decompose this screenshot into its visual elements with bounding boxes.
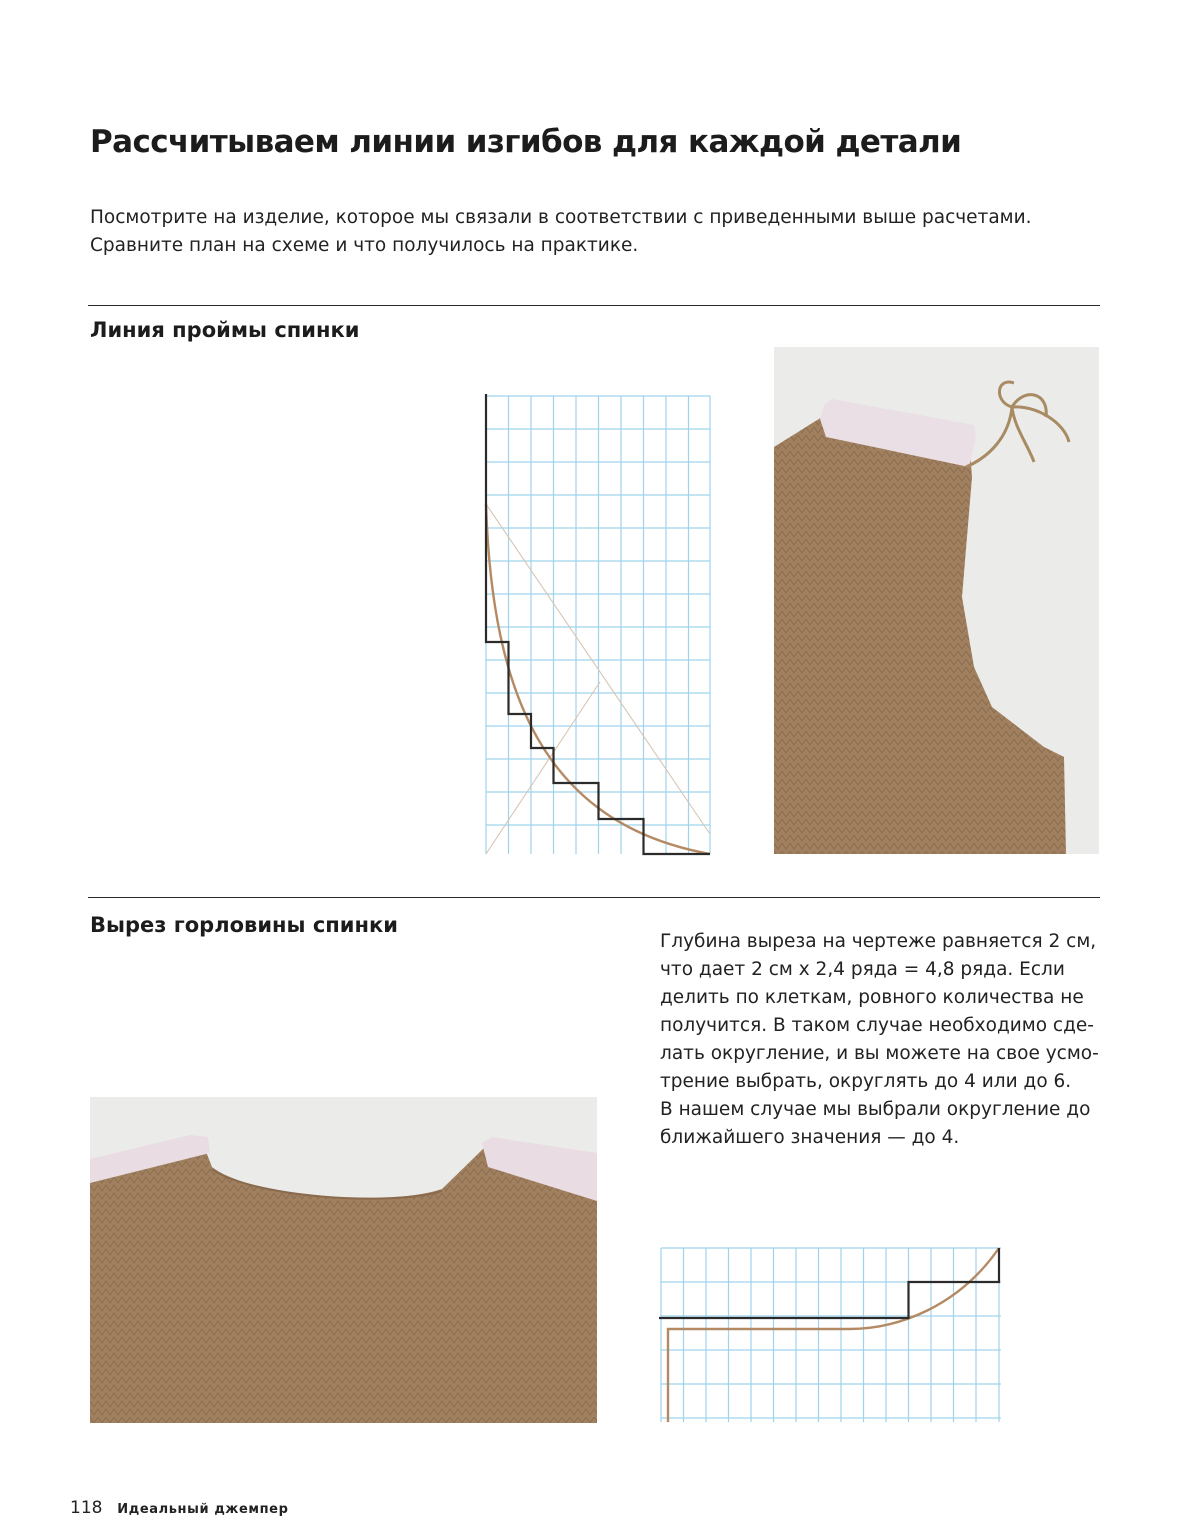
text-line: В нашем случае мы выбрали округление до	[660, 1099, 1091, 1120]
intro-line: Сравните план на схеме и что получилось на практике.	[90, 235, 639, 256]
page-title: Рассчитываем линии изгибов для каждой детали	[90, 124, 962, 160]
armhole-photo	[774, 347, 1099, 854]
neckline-diagram	[659, 1246, 1004, 1422]
neckline-explanation	[660, 928, 1105, 1152]
page-number: 118	[70, 1498, 103, 1518]
grid-lines	[661, 1248, 1001, 1422]
section-title-neckline: Вырез горловины спинки	[90, 913, 398, 937]
neckline-curve	[668, 1248, 999, 1422]
page-footer	[70, 1498, 289, 1518]
text-line: Глубина выреза на чертеже равняется 2 см,	[660, 931, 1097, 952]
book-title: Идеальный джемпер	[117, 1502, 289, 1517]
text-line: получится. В таком случае необходимо сде-	[660, 1015, 1094, 1036]
text-line: лать округление, и вы можете на свое усмо-	[660, 1043, 1099, 1064]
intro-line: Посмотрите на изделие, которое мы связали в соответствии с приведенными выше расчетами.	[90, 207, 1032, 228]
armhole-diagram	[484, 394, 712, 856]
intro-paragraph	[90, 204, 1100, 260]
text-line: делить по клеткам, ровного количества не	[660, 987, 1084, 1008]
section-title-armhole: Линия проймы спинки	[90, 318, 360, 342]
text-line: трение выбрать, округлять до 4 или до 6.	[660, 1071, 1072, 1092]
section-divider	[88, 305, 1100, 306]
text-line: ближайшего значения — до 4.	[660, 1127, 960, 1148]
text-line: что дает 2 см х 2,4 ряда = 4,8 ряда. Если	[660, 959, 1065, 980]
neckline-photo	[90, 1097, 597, 1423]
neckline-step-line	[659, 1248, 999, 1318]
section-divider	[88, 897, 1100, 898]
